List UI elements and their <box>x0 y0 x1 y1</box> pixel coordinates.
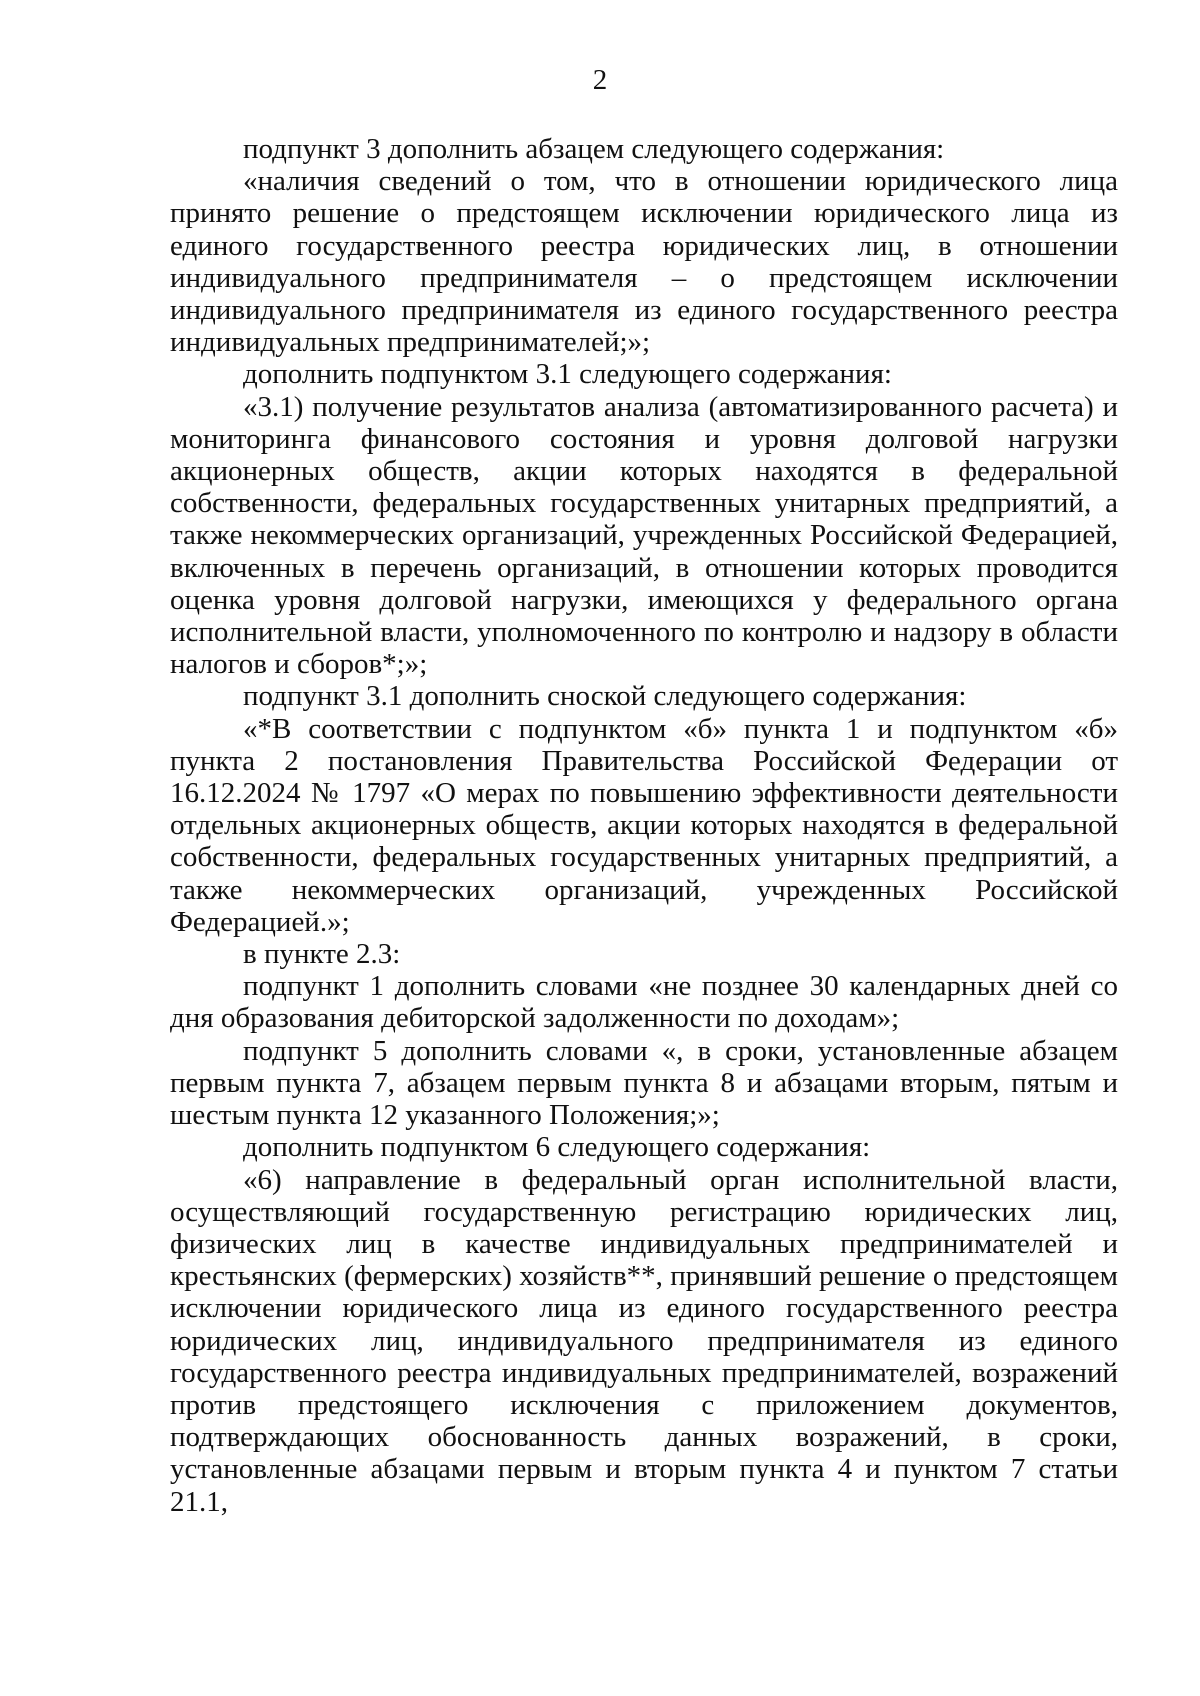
paragraph-4: «3.1) получение результатов анализа (автоматизированного расчета) и мониторинга финансового состояния и уровня долговой нагрузки акционерных обществ, акции которых находятся в федеральной собственности, федеральных государственных унитарных предприятий, а также некоммерческих организаций, учрежденных Российской Федерацией, включенных в перечень организаций, в отношении которых проводится оценка уровня долговой нагрузки, имеющихся у федерального органа исполнительной власти, уполномоченного по контролю и надзору в области налогов и сборов*;»; <box>170 390 1118 681</box>
paragraph-8: подпункт 1 дополнить словами «не позднее 30 календарных дней со дня образования дебиторской задолженности по доходам»; <box>170 970 1118 1035</box>
paragraph-2: «наличия сведений о том, что в отношении юридического лица принято решение о предстоящем исключении юридического лица из единого государственного реестра юридических лиц, в отношении индивидуального предпринимателя – о предстоящем исключении индивидуального предпринимателя из единого государственного реестра индивидуальных предпринимателей;»; <box>170 165 1118 359</box>
paragraph-9: подпункт 5 дополнить словами «, в сроки, установленные абзацем первым пункта 7, абзацем первым пункта 8 и абзацами вторым, пятым и шестым пункта 12 указанного Положения;»; <box>170 1034 1118 1132</box>
paragraph-1: подпункт 3 дополнить абзацем следующего содержания: <box>243 133 945 165</box>
paragraph-6: «*В соответствии с подпунктом «б» пункта 1 и подпунктом «б» пункта 2 постановления Правительства Российской Федерации от 16.12.2024 № 1797 «О мерах по повышению эффективности деятельности отдельных акционерных обществ, акции которых находятся в федеральной собственности, федеральных государственных унитарных предприятий, а также некоммерческих организаций, учрежденных Российской Федерацией.»; <box>170 712 1118 938</box>
paragraph-5: подпункт 3.1 дополнить сноской следующего содержания: <box>243 680 967 713</box>
paragraph-7: в пункте 2.3: <box>243 938 401 971</box>
paragraph-10: дополнить подпунктом 6 следующего содержания: <box>243 1131 871 1164</box>
paragraph-3: дополнить подпунктом 3.1 следующего содержания: <box>243 358 892 391</box>
document-body <box>170 133 1118 1518</box>
paragraph-11: «6) направление в федеральный орган исполнительной власти, осуществляющий государственную регистрацию юридических лиц, физических лиц в качестве индивидуальных предпринимателей и крестьянских (фермерских) хозяйств**, принявший решение о предстоящем исключении юридического лица из единого государственного реестра юридических лиц, индивидуального предпринимателя из единого государственного реестра индивидуальных предпринимателей, возражений против предстоящего исключения с приложением документов, подтверждающих обоснованность данных возражений, в сроки, установленные абзацами первым и вторым пункта 4 и пунктом 7 статьи 21.1, <box>170 1163 1118 1518</box>
page-number: 2 <box>592 64 608 96</box>
